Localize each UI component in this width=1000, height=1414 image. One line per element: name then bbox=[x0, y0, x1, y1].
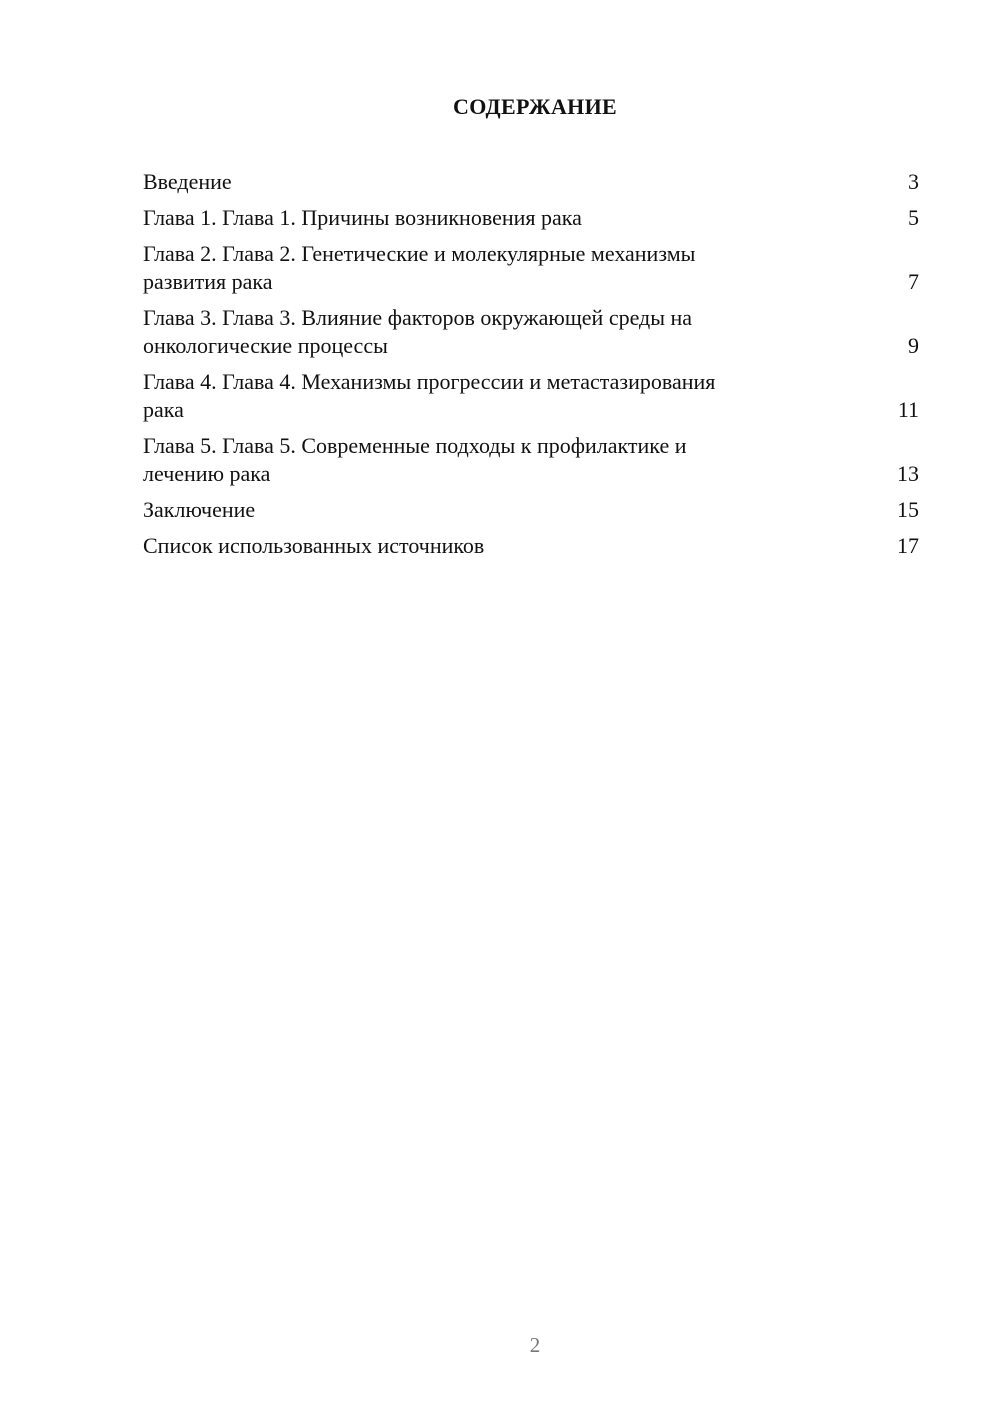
toc-item-label: Глава 5. Глава 5. Современные подходы к профилактике и лечению рака bbox=[143, 433, 687, 486]
toc-item-page: 7 bbox=[908, 269, 919, 294]
toc-item-label: Введение bbox=[143, 169, 232, 194]
table-of-contents bbox=[143, 168, 919, 568]
toc-item-references[interactable] bbox=[143, 532, 919, 560]
toc-item-introduction[interactable] bbox=[143, 168, 919, 196]
toc-item-label: Список использованных источников bbox=[143, 533, 485, 558]
toc-item-label: Глава 1. Глава 1. Причины возникновения рака bbox=[143, 205, 582, 230]
toc-item-chapter-5[interactable] bbox=[143, 432, 919, 488]
toc-item-page: 5 bbox=[908, 205, 919, 230]
page-number: 2 bbox=[529, 1333, 541, 1357]
toc-item-chapter-1[interactable] bbox=[143, 204, 919, 232]
toc-item-label: Заключение bbox=[143, 497, 256, 522]
toc-item-label: Глава 3. Глава 3. Влияние факторов окружающей среды на онкологические процессы bbox=[143, 305, 693, 358]
toc-item-label: Глава 4. Глава 4. Механизмы прогрессии и метастазирования рака bbox=[143, 369, 716, 422]
toc-item-page: 3 bbox=[908, 169, 919, 194]
page-title: СОДЕРЖАНИЕ bbox=[453, 94, 617, 119]
toc-item-chapter-4[interactable] bbox=[143, 368, 919, 424]
toc-item-page: 11 bbox=[897, 397, 919, 422]
toc-item-label: Глава 2. Глава 2. Генетические и молекулярные механизмы развития рака bbox=[143, 241, 696, 294]
toc-item-page: 9 bbox=[908, 333, 919, 358]
toc-item-page: 15 bbox=[897, 497, 919, 522]
toc-item-conclusion[interactable] bbox=[143, 496, 919, 524]
toc-item-page: 17 bbox=[897, 533, 919, 558]
toc-item-chapter-3[interactable] bbox=[143, 304, 919, 360]
toc-item-page: 13 bbox=[897, 461, 919, 486]
toc-item-chapter-2[interactable] bbox=[143, 240, 919, 296]
